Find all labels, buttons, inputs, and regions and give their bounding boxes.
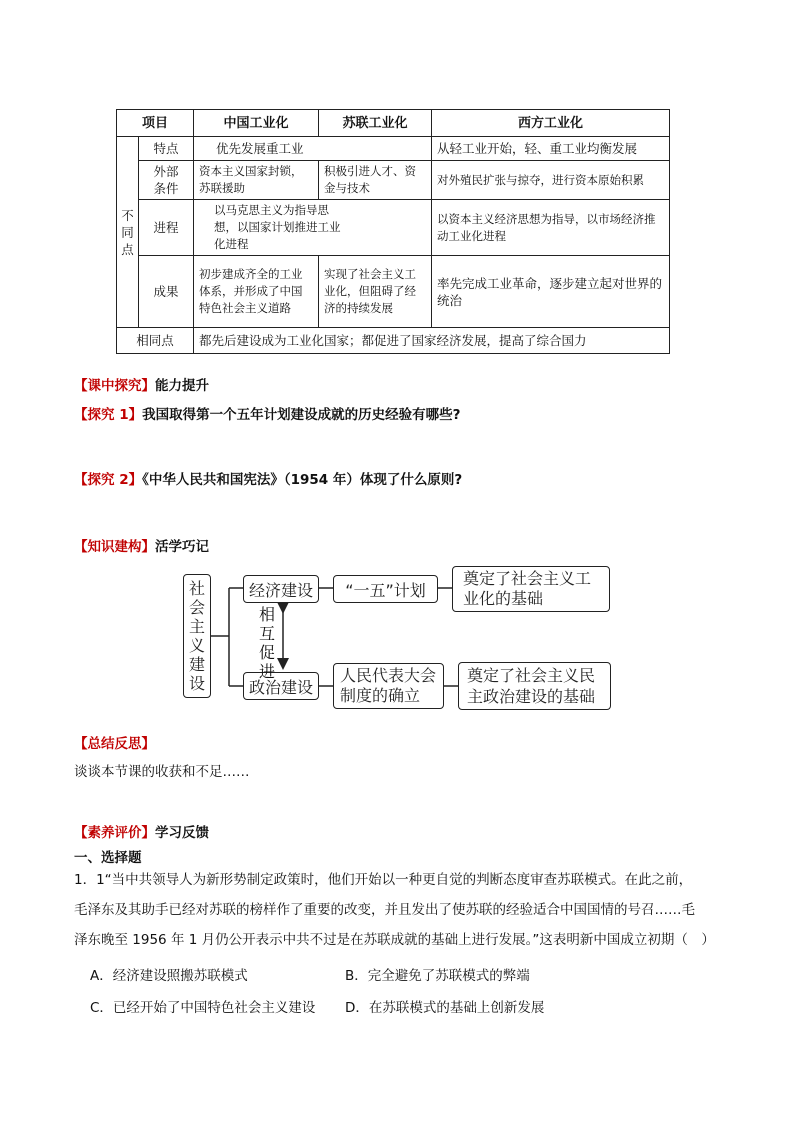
diagram-node-five-year-plan: “一五”计划 bbox=[333, 575, 438, 603]
same-text: 都先后建设成为工业化国家；都促进了国家经济发展，提高了综合国力 bbox=[194, 328, 670, 354]
comparison-table bbox=[116, 109, 670, 354]
explore-2: 【探究 2】《中华人民共和国宪法》（1954 年）体现了什么原则? bbox=[74, 472, 463, 488]
row-label: 成果 bbox=[139, 256, 194, 328]
header-west: 西方工业化 bbox=[432, 110, 670, 137]
group-label: 不同点 bbox=[117, 137, 139, 328]
table-row bbox=[117, 256, 670, 328]
cell: 对外殖民扩张与掠夺，进行资本原始积累 bbox=[432, 161, 670, 200]
diagram-node-peoples-congress: 人民代表大会制度的确立 bbox=[333, 663, 444, 709]
option-c[interactable]: C．已经开始了中国特色社会主义建设 bbox=[90, 1000, 316, 1016]
diagram-link-label: 相互促进 bbox=[259, 605, 276, 681]
same-label: 相同点 bbox=[117, 328, 194, 354]
cell: 从轻工业开始，轻、重工业均衡发展 bbox=[432, 137, 670, 161]
table-row bbox=[117, 137, 670, 161]
diagram-result-democracy: 奠定了社会主义民主政治建设的基础 bbox=[458, 662, 611, 710]
header-item: 项目 bbox=[117, 110, 194, 137]
cell: 以马克思主义为指导思想，以国家计划推进工业化进程 bbox=[194, 200, 432, 256]
header-china: 中国工业化 bbox=[194, 110, 319, 137]
option-b[interactable]: B．完全避免了苏联模式的弊端 bbox=[345, 968, 530, 984]
header-soviet: 苏联工业化 bbox=[319, 110, 432, 137]
row-label: 外部条件 bbox=[139, 161, 194, 200]
cell: 积极引进人才、资金与技术 bbox=[319, 161, 432, 200]
reflect-text: 谈谈本节课的收获和不足…… bbox=[74, 764, 250, 780]
row-label: 特点 bbox=[139, 137, 194, 161]
question-line: 毛泽东及其助手已经对苏联的榜样作了重要的改变，并且发出了使苏联的经验适合中国国情的号召……毛 bbox=[74, 902, 695, 918]
option-d[interactable]: D．在苏联模式的基础上创新发展 bbox=[345, 1000, 545, 1016]
cell: 实现了社会主义工业化，但阻碍了经济的持续发展 bbox=[319, 256, 432, 328]
table-row bbox=[117, 161, 670, 200]
section-heading-evaluate: 【素养评价】学习反馈 bbox=[74, 825, 209, 841]
table-row bbox=[117, 200, 670, 256]
explore-1: 【探究 1】我国取得第一个五年计划建设成就的历史经验有哪些? bbox=[74, 407, 461, 423]
diagram-result-industrialization: 奠定了社会主义工业化的基础 bbox=[452, 566, 610, 612]
diagram-branch-economy: 经济建设 bbox=[243, 575, 319, 603]
section-heading-reflect: 【总结反思】 bbox=[74, 736, 155, 752]
cell: 率先完成工业革命，逐步建立起对世界的统治 bbox=[432, 256, 670, 328]
question-line: 泽东晚至 1956 年 1 月仍公开表示中共不过是在苏联成就的基础上进行发展。”这表明新中国成立初期（ ） bbox=[74, 932, 715, 948]
cell: 以资本主义经济思想为指导，以市场经济推动工业化进程 bbox=[432, 200, 670, 256]
table-header-row bbox=[117, 110, 670, 137]
row-label: 进程 bbox=[139, 200, 194, 256]
cell: 初步建成齐全的工业体系，并形成了中国特色社会主义道路 bbox=[194, 256, 319, 328]
cell: 资本主义国家封锁，苏联援助 bbox=[194, 161, 319, 200]
cell: 优先发展重工业 bbox=[194, 137, 432, 161]
diagram-root: 社会主义建设 bbox=[183, 574, 211, 698]
section-heading-explore: 【课中探究】能力提升 bbox=[74, 378, 209, 394]
section-heading-knowledge: 【知识建构】活学巧记 bbox=[74, 539, 209, 555]
diagram-branch-politics: 政治建设 bbox=[243, 672, 319, 700]
part-choice-heading: 一、选择题 bbox=[74, 850, 142, 866]
table-row bbox=[117, 328, 670, 354]
question-1 bbox=[74, 865, 734, 955]
option-a[interactable]: A．经济建设照搬苏联模式 bbox=[90, 968, 248, 984]
question-line: 1．1“当中共领导人为新形势制定政策时，他们开始以一种更自觉的判断态度审查苏联模式。在此之前， bbox=[74, 872, 693, 888]
